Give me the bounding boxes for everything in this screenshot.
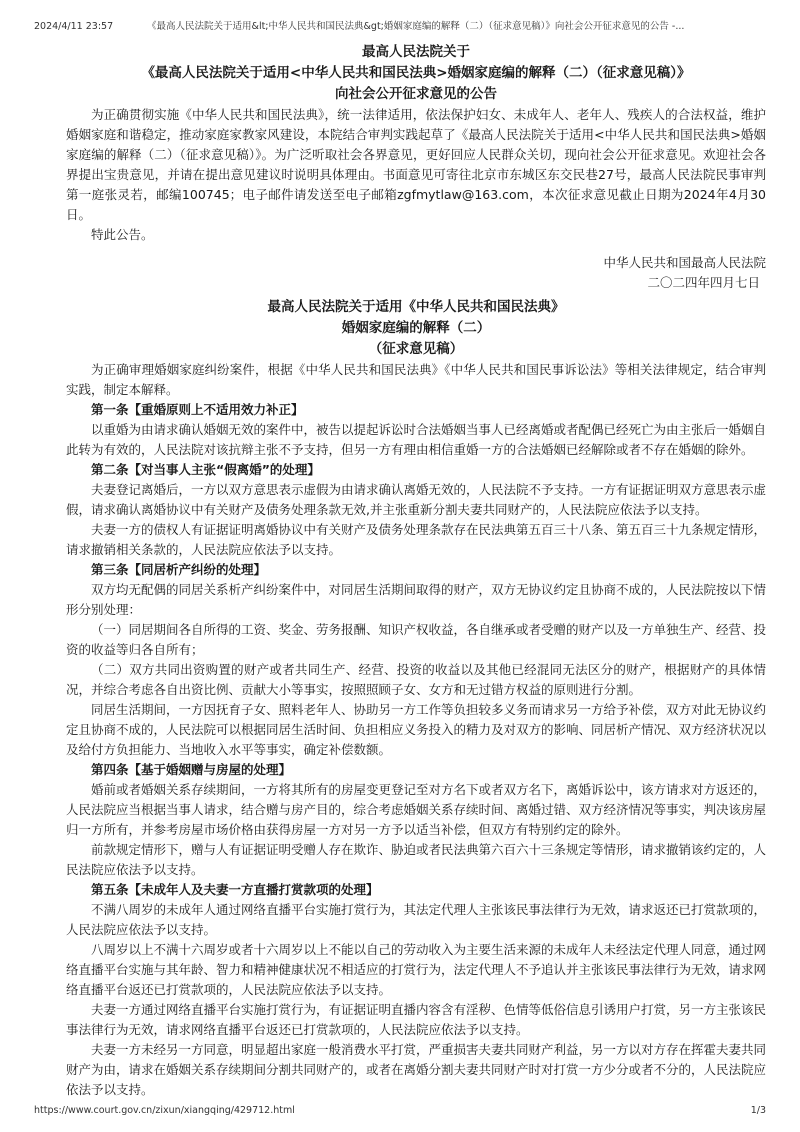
print-title: 《最高人民法院关于适用&lt;中华人民共和国民法典&gt;婚姻家庭编的解释（二）（征求意见稿）》向社会公开征求意见的公告 -... [147,21,685,32]
notice-body: 为正确贯彻实施《中华人民共和国民法典》，统一法律适用，依法保护妇女、未成年人、老年人、残疾人的合法权益，维护婚姻家庭和谐稳定，推动家庭家教家风建设，本院结合审判实践起草了《最高人民法院关于适用<中华人民共和国民法典>婚姻家庭编的解释（二）（征求意见稿）》。为广泛听取社会各界意见，更好回应人民群众关切，现向社会公开征求意见。欢迎社会各界提出宝贵意见，并请在提出意见建议时说明具体理由。书面意见可寄往北京市东城区东交民巷27号，最高人民法院民事审判第一庭张灵若，邮编100745；电子邮件请发送至电子邮箱zgfmytlaw@163.com，本次征求意见截止日期为2024年4月30日。 [66,107,766,222]
draft-title-3: （征求意见稿） [368,341,464,357]
article-3-heading: 第三条【同居析产纠纷的处理】 [91,562,267,577]
article-3-para-4: 同居生活期间，一方因抚育子女、照料老年人、协助另一方工作等负担较多义务而请求另一方给予补偿，双方对此无协议约定且协商不成的，人民法院可以根据同居生活时间、负担相应义务投入的精力及对双方的影响、同居析产情况、双方经济状况以及给付方负担能力、当地收入水平等事实，确定补偿数额。 [66,702,767,757]
article-1-heading: 第一条【重婚原则上不适用效力补正】 [91,402,304,417]
article-5-para-4: 夫妻一方未经另一方同意，明显超出家庭一般消费水平打赏，严重损害夫妻共同财产利益，另一方以对方存在挥霍夫妻共同财产为由，请求在婚姻关系存续期间分割共同财产的，或者在离婚分割夫妻共同财产时对打赏一方少分或者不分的，人民法院应依法予以支持。 [66,1042,767,1097]
notice-issuer: 中华人民共和国最高人民法院 [603,255,766,270]
print-footer [34,1105,766,1116]
notice-title-3: 向社会公开征求意见的公告 [335,86,497,102]
notice-closing: 特此公告。 [91,227,154,242]
article-4-para-2: 前款规定情形下，赠与人有证据证明受赠人存在欺诈、胁迫或者民法典第六百六十三条规定等情形，请求撤销该约定的，人民法院应依法予以支持。 [66,842,767,877]
article-5-para-2: 八周岁以上不满十六周岁或者十六周岁以上不能以自己的劳动收入为主要生活来源的未成年人未经法定代理人同意，通过网络直播平台实施与其年龄、智力和精神健康状况不相适应的打赏行为，法定代理人不予追认并主张该民事法律行为无效，请求网络直播平台返还已打赏款项的，人民法院应依法予以支持。 [66,942,767,997]
document-body [66,42,766,1100]
article-2-heading: 第二条【对当事人主张“假离婚”的处理】 [91,462,320,477]
print-datetime: 2024/4/11 23:57 [34,21,114,32]
article-1-para-1: 以重婚为由请求确认婚姻无效的案件中，被告以提起诉讼时合法婚姻当事人已经离婚或者配偶已经死亡为由主张后一婚姻自此转为有效的，人民法院对该抗辩主张不予支持，但另一方有理由相信重婚一方的合法婚姻已经解除或者不存在婚姻的除外。 [66,422,767,457]
draft-title-1: 最高人民法院关于适用《中华人民共和国民法典》 [267,299,565,315]
draft-intro: 为正确审理婚姻家庭纠纷案件，根据《中华人民共和国民法典》《中华人民共和国民事诉讼法》等相关法律规定，结合审判实践，制定本解释。 [66,362,766,397]
article-2-para-2: 夫妻一方的债权人有证据证明离婚协议中有关财产及债务处理条款存在民法典第五百三十八条、第五百三十九条规定情形，请求撤销相关条款的，人民法院应依法予以支持。 [66,522,767,557]
article-3-para-1: 双方均无配偶的同居关系析产纠纷案件中，对同居生活期间取得的财产，双方无协议约定且协商不成的，人民法院按以下情形分别处理： [66,582,767,617]
article-2-para-1: 夫妻登记离婚后，一方以双方意思表示虚假为由请求确认离婚无效的，人民法院不予支持。一方有证据证明双方意思表示虚假，请求确认离婚协议中有关财产及债务处理条款无效,并主张重新分割夫妻共同财产的，人民法院应依法予以支持。 [66,482,767,517]
article-5-para-1: 不满八周岁的未成年人通过网络直播平台实施打赏行为，其法定代理人主张该民事法律行为无效，请求返还已打赏款项的，人民法院应依法予以支持。 [66,902,767,937]
article-4-para-1: 婚前或者婚姻关系存续期间，一方将其所有的房屋变更登记至对方名下或者双方名下，离婚诉讼中，该方请求对方返还的，人民法院应当根据当事人请求，结合赠与房产目的，综合考虑婚姻关系存续时间、离婚过错、双方经济情况等事实，判决该房屋归一方所有，并参考房屋市场价格由获得房屋一方对另一方予以适当补偿，但双方有特别约定的除外。 [66,782,767,837]
page-url[interactable]: https://www.court.gov.cn/zixun/xiangqing/429712.html [34,1105,295,1116]
notice-date: 二〇二四年四月七日 [647,275,760,290]
article-4-heading: 第四条【基于婚姻赠与房屋的处理】 [91,762,292,777]
draft-title-2: 婚姻家庭编的解释（二） [341,320,491,336]
print-header [34,18,766,32]
page-number: 1/3 [750,1105,766,1116]
notice-title-2: 《最高人民法院关于适用<中华人民共和国民法典>婚姻家庭编的解释（二）（征求意见稿）》 [141,65,691,81]
notice-title-1: 最高人民法院关于 [362,44,470,60]
article-3-para-3: （二）双方共同出资购置的财产或者共同生产、经营、投资的收益以及其他已经混同无法区分的财产，根据财产的具体情况，并综合考虑各自出资比例、贡献大小等事实，按照照顾子女、女方和无过错方权益的原则进行分割。 [66,662,766,697]
article-5-heading: 第五条【未成年人及夫妻一方直播打赏款项的处理】 [91,882,379,897]
article-3-para-2: （一）同居期间各自所得的工资、奖金、劳务报酬、知识产权收益，各自继承或者受赠的财产以及一方单独生产、经营、投资的收益等归各自所有； [66,622,767,657]
article-5-para-3: 夫妻一方通过网络直播平台实施打赏行为，有证据证明直播内容含有淫秽、色情等低俗信息引诱用户打赏，另一方主张该民事法律行为无效，请求网络直播平台返还已打赏款项的，人民法院应依法予以支持。 [66,1002,767,1037]
